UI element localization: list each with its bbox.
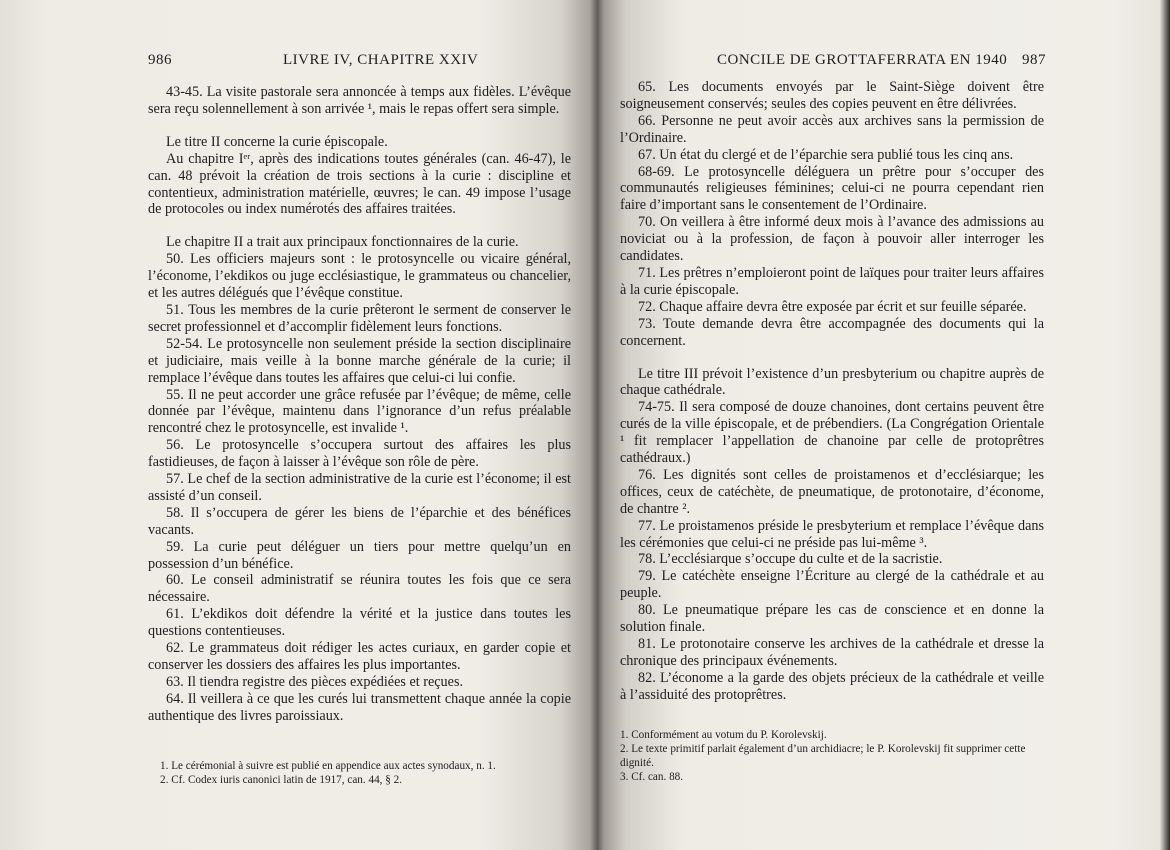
- paragraph: 67. Un état du clergé et de l’éparchie sera publié tous les cinq ans.: [638, 146, 1014, 163]
- paragraph: 55. Il ne peut accorder une grâce refusée par l’évêque; de même, celle donnée par l’évêque, maintenu dans l’ignorance d’un refus préalable rencontré chez le protosyncelle, est invalide ¹.: [148, 386, 571, 437]
- paragraph: 71. Les prêtres n’emploieront point de laïques pour traiter leurs affaires à la curie épiscopale.: [620, 264, 1044, 298]
- paragraph: 76. Les dignités sont celles de proistamenos et d’ecclésiarque; les offices, ceux de catéchète, de pneumatique, de protonotaire, d’économe, de chantre ².: [620, 466, 1044, 517]
- paragraph: 59. La curie peut déléguer un tiers pour mettre quelqu’un en possession d’un bénéfice.: [148, 538, 571, 572]
- paragraph: 68-69. Le protosyncelle déléguera un prêtre pour s’occuper des communautés religieuses féminines; celui-ci ne pourra cependant rien faire d’important sans le consentement de l’Ordinaire.: [620, 163, 1044, 214]
- paragraph: Au chapitre Iᵉʳ, après des indications toutes générales (can. 46-47), le can. 48 prévoit la création de trois sections à la curie : discipline et contentieux, administration matérielle, œuvres; le can. 49 impose l’usage de protocoles ou index numérotés des affaires traitées.: [148, 150, 571, 218]
- footnote: 2. Cf. Codex iuris canonici latin de 1917, can. 44, § 2.: [160, 774, 403, 786]
- right-folio: 987: [1022, 52, 1046, 68]
- paragraph: 74-75. Il sera composé de douze chanoines, dont certains peuvent être curés de la ville épiscopale, et de prébendiers. (La Congrégation Orientale ¹ fit remplacer l’appellation de chanoine par celle de protoprêtres cathédraux.): [620, 399, 1044, 467]
- left-folio: 986: [148, 52, 172, 68]
- paragraph: 79. Le catéchète enseigne l’Écriture au clergé de la cathédrale et au peuple.: [620, 568, 1044, 602]
- book-gutter: [590, 0, 604, 850]
- right-footnotes: [620, 728, 1040, 784]
- paragraph: 64. Il veillera à ce que les curés lui transmettent chaque année la copie authentique des livres paroissiaux.: [148, 690, 571, 724]
- paragraph: Le titre III prévoit l’existence d’un presbyterium ou chapitre auprès de chaque cathédrale.: [620, 365, 1044, 399]
- footnote: 1. Le cérémonial à suivre est publié en appendice aux actes synodaux, n. 1.: [160, 760, 496, 772]
- paragraph: 61. L’ekdikos doit défendre la vérité et la justice dans toutes les questions contentieuses.: [148, 606, 571, 640]
- paragraph: 77. Le proistamenos préside le presbyterium et remplace l’évêque dans les cérémonies que celui-ci ne préside pas lui-même ³.: [620, 517, 1044, 551]
- paragraph: 73. Toute demande devra être accompagnée des documents qui la concernent.: [620, 315, 1044, 349]
- right-book-edge: [1160, 0, 1170, 850]
- paragraph: 72. Chaque affaire devra être exposée par écrit et sur feuille séparée.: [638, 298, 1027, 315]
- paragraph: 50. Les officiers majeurs sont : le protosyncelle ou vicaire général, l’économe, l’ekdikos ou juge ecclésiastique, le grammateus ou chancelier, et les autres délégués que l’évêque constitue.: [148, 251, 571, 302]
- paragraph: 78. L’ecclésiarque s’occupe du culte et de la sacristie.: [638, 551, 943, 568]
- paragraph: 65. Les documents envoyés par le Saint-Siège doivent être soigneusement conservés; seules des copies peuvent en être délivrées.: [620, 79, 1044, 112]
- paragraph: 82. L’économe a la garde des objets précieux de la cathédrale et veille à l’assiduité des protoprêtres.: [620, 669, 1044, 703]
- footnote: 2. Le texte primitif parlait également d’un archidiacre; le P. Korolevskij fit supprimer cette dignité.: [620, 743, 1026, 769]
- paragraph: 60. Le conseil administratif se réunira toutes les fois que ce sera nécessaire.: [148, 572, 571, 606]
- paragraph: Le titre II concerne la curie épiscopale.: [166, 133, 388, 150]
- left-body-text: [148, 84, 571, 725]
- paragraph: Le chapitre II a trait aux principaux fonctionnaires de la curie.: [166, 234, 519, 251]
- right-page: [597, 0, 1170, 850]
- left-running-head: LIVRE IV, CHAPITRE XXIV: [283, 52, 479, 68]
- left-footnotes: [160, 759, 570, 787]
- paragraph: 57. Le chef de la section administrative de la curie est l’économe; il est assisté d’un conseil.: [148, 471, 571, 504]
- paragraph: 51. Tous les membres de la curie prêteront le serment de conserver le secret professionnel et d’accomplir fidèlement leurs fonctions.: [148, 301, 571, 335]
- paragraph: 66. Personne ne peut avoir accès aux archives sans la permission de l’Ordinaire.: [620, 112, 1044, 146]
- footnote: 1. Conformément au votum du P. Korolevskij.: [620, 729, 827, 741]
- paragraph: 43-45. La visite pastorale sera annoncée à temps aux fidèles. L’évêque sera reçu solennellement à son arrivée ¹, mais le repas offert sera simple.: [148, 84, 571, 117]
- right-running-head: CONCILE DE GROTTAFERRATA EN 1940: [717, 52, 1008, 68]
- paragraph: 80. Le pneumatique prépare les cas de conscience et en donne la solution finale.: [620, 602, 1044, 636]
- paragraph: 58. Il s’occupera de gérer les biens de l’éparchie et des bénéfices vacants.: [148, 504, 571, 538]
- paragraph: 70. On veillera à être informé deux mois à l’avance des admissions au noviciat ou à la profession, de façon à pouvoir aller interroger les candidates.: [620, 214, 1044, 265]
- right-body-text: [620, 79, 1044, 704]
- paragraph: 81. Le protonotaire conserve les archives de la cathédrale et dresse la chronique des principaux événements.: [620, 636, 1044, 669]
- paragraph: 52-54. Le protosyncelle non seulement préside la section disciplinaire et judiciaire, mais veille à la bonne marche générale de la curie; il remplace l’évêque dans toutes les affaires que celui-ci lui confie.: [148, 335, 571, 386]
- footnote: 3. Cf. can. 88.: [620, 771, 684, 783]
- paragraph: 62. Le grammateus doit rédiger les actes curiaux, en garder copie et conserver les dossiers des affaires les plus importantes.: [148, 640, 571, 673]
- paragraph: 56. Le protosyncelle s’occupera surtout des affaires les plus fastidieuses, de façon à laisser à l’évêque son rôle de père.: [148, 437, 571, 471]
- paragraph: 63. Il tiendra registre des pièces expédiées et reçues.: [166, 673, 464, 690]
